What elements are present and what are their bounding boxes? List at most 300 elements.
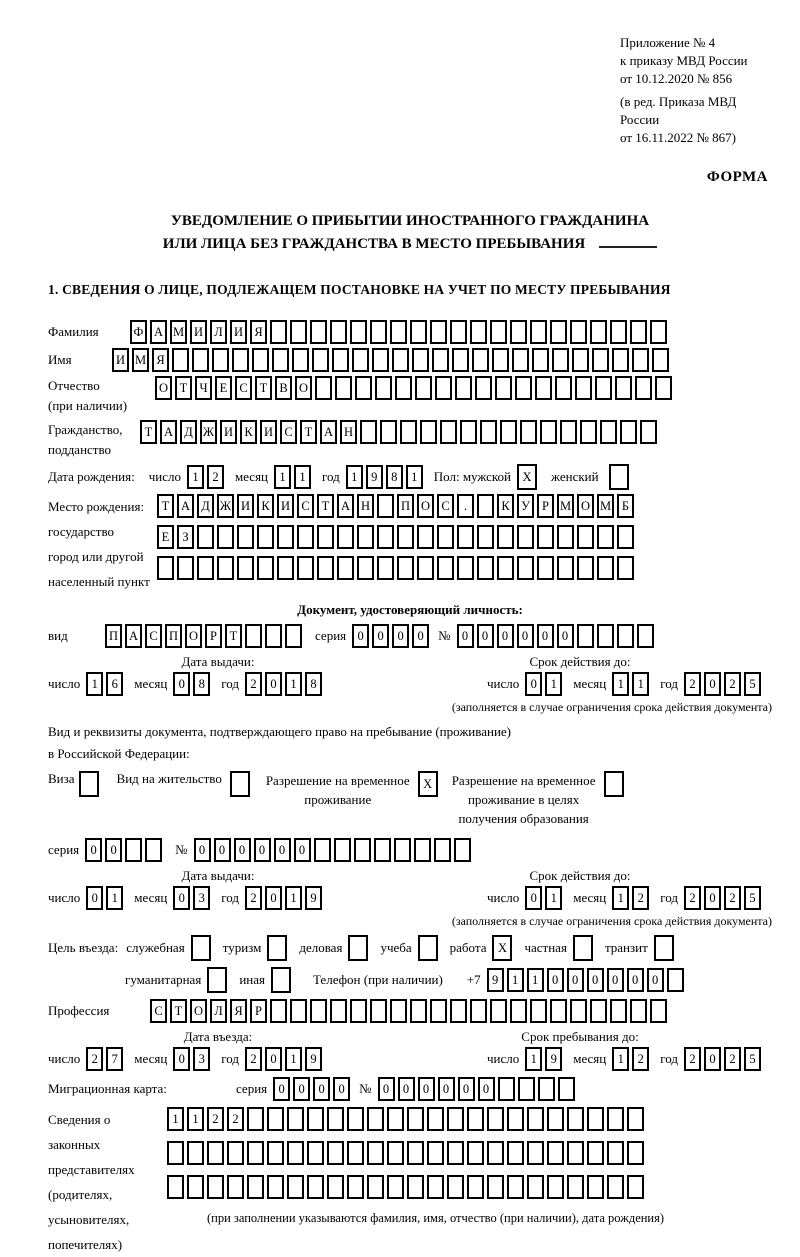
char-cell [590, 999, 607, 1023]
char-cell [414, 838, 431, 862]
char-cell [627, 1107, 644, 1131]
mc-seriya-label: серия [236, 1081, 268, 1096]
visa-checkbox [79, 771, 99, 797]
char-cell [577, 525, 594, 549]
char-cell: Т [255, 376, 272, 400]
char-cell [520, 420, 537, 444]
char-cell [609, 464, 629, 490]
purpose-opt-other-checkbox [271, 967, 291, 993]
identity-issue-date [48, 672, 333, 696]
char-cell: О [417, 494, 434, 518]
char-cell: И [277, 494, 294, 518]
doc-seriya-grid [352, 624, 432, 648]
char-cell: 0 [265, 672, 282, 696]
char-cell [500, 420, 517, 444]
char-cell [567, 1107, 584, 1131]
day-label: число [486, 1051, 520, 1066]
valid-until-label: Срок действия до: [529, 868, 631, 883]
char-cell [247, 1107, 264, 1131]
char-cell: 2 [227, 1107, 244, 1131]
char-cell [290, 999, 307, 1023]
char-cell [285, 624, 302, 648]
char-cell: 2 [684, 886, 701, 910]
month-label: месяц [134, 676, 168, 691]
char-cell [290, 320, 307, 344]
surname-row [48, 320, 772, 344]
char-cell [455, 376, 472, 400]
char-cell [245, 624, 262, 648]
char-cell [587, 1175, 604, 1199]
char-cell [315, 376, 332, 400]
char-cell: 1 [507, 968, 524, 992]
char-cell [527, 1141, 544, 1165]
char-cell [440, 420, 457, 444]
char-cell [377, 556, 394, 580]
char-cell: 1 [632, 672, 649, 696]
char-cell [612, 348, 629, 372]
char-cell [537, 556, 554, 580]
char-cell [427, 1107, 444, 1131]
char-cell [655, 376, 672, 400]
char-cell [597, 624, 614, 648]
char-cell [418, 935, 438, 961]
residence-permit-label: Вид на жительство [116, 771, 222, 786]
char-cell [590, 320, 607, 344]
char-cell: 1 [187, 1107, 204, 1131]
char-cell [374, 838, 391, 862]
char-cell [297, 556, 314, 580]
char-cell [287, 1107, 304, 1131]
char-cell: О [295, 376, 312, 400]
char-cell [447, 1141, 464, 1165]
char-cell: 1 [86, 672, 103, 696]
char-cell [575, 376, 592, 400]
char-cell: 0 [497, 624, 514, 648]
char-cell [415, 376, 432, 400]
representatives-label-line4: (родителях, [48, 1187, 113, 1202]
char-cell [507, 1107, 524, 1131]
residence-until-day [525, 886, 565, 910]
char-cell: Р [205, 624, 222, 648]
char-cell: Ф [130, 320, 147, 344]
char-cell: 2 [632, 886, 649, 910]
char-cell [450, 320, 467, 344]
char-cell: О [155, 376, 172, 400]
temp-residence-label-line2: проживание [304, 792, 372, 807]
char-cell: 2 [684, 672, 701, 696]
char-cell [467, 1107, 484, 1131]
char-cell: 9 [305, 886, 322, 910]
char-cell: 0 [704, 672, 721, 696]
char-cell [350, 320, 367, 344]
char-cell: 0 [254, 838, 271, 862]
sex-label: Пол: мужской [433, 469, 512, 484]
birth-place-grid-1 [157, 494, 637, 518]
char-cell: 1 [527, 968, 544, 992]
char-cell: 1 [406, 465, 423, 489]
char-cell [272, 348, 289, 372]
char-cell [427, 1175, 444, 1199]
purpose-opt-humanitarian-label: гуманитарная [125, 972, 202, 987]
char-cell [267, 1175, 284, 1199]
ref-line-4: (в ред. Приказа МВД России [620, 94, 737, 127]
char-cell: Л [210, 320, 227, 344]
birth-place-grid-2 [157, 525, 637, 549]
char-cell [270, 320, 287, 344]
entry-date-labels [48, 1029, 772, 1045]
char-cell: 1 [612, 1047, 629, 1071]
char-cell [450, 999, 467, 1023]
char-cell: 9 [545, 1047, 562, 1071]
char-cell: 0 [378, 1077, 395, 1101]
char-cell: 2 [724, 886, 741, 910]
char-cell [197, 525, 214, 549]
char-cell: К [257, 494, 274, 518]
char-cell: 9 [366, 465, 383, 489]
purpose-opt-study-label: учеба [380, 940, 412, 955]
char-cell [560, 420, 577, 444]
char-cell [492, 348, 509, 372]
char-cell [552, 348, 569, 372]
char-cell: 0 [525, 672, 542, 696]
char-cell: 9 [487, 968, 504, 992]
char-cell: З [177, 525, 194, 549]
char-cell [570, 999, 587, 1023]
char-cell: 0 [458, 1077, 475, 1101]
profession-grid [150, 999, 670, 1023]
char-cell [327, 1107, 344, 1131]
phone-prefix: +7 [466, 972, 481, 987]
char-cell [517, 525, 534, 549]
temp-residence-edu-line3: получения образования [458, 811, 589, 826]
char-cell [297, 525, 314, 549]
residence-doc-date-labels [48, 868, 772, 884]
year-label: год [221, 676, 240, 691]
residence-permit-checkbox [230, 771, 250, 797]
purpose-opt-transit-label: транзит [604, 940, 648, 955]
char-cell: 1 [187, 465, 204, 489]
name-row [48, 348, 772, 372]
char-cell: 0 [293, 1077, 310, 1101]
char-cell [367, 1175, 384, 1199]
char-cell [380, 420, 397, 444]
char-cell [437, 556, 454, 580]
surname-label: Фамилия [48, 324, 99, 339]
patronymic-label [48, 376, 155, 416]
char-cell [460, 420, 477, 444]
ref-line-3: от 10.12.2020 № 856 [620, 71, 733, 86]
char-cell: 5 [744, 886, 761, 910]
char-cell [237, 525, 254, 549]
profession-label: Профессия [48, 1003, 110, 1018]
birth-date-row [48, 464, 772, 490]
char-cell [527, 1175, 544, 1199]
temp-residence-edu-option [452, 771, 624, 828]
char-cell [217, 556, 234, 580]
char-cell [495, 376, 512, 400]
residence-issue-day [86, 886, 126, 910]
char-cell: М [132, 348, 149, 372]
char-cell: Р [537, 494, 554, 518]
temp-residence-label [266, 771, 410, 809]
stay-until-group [487, 1047, 772, 1071]
char-cell [367, 1141, 384, 1165]
identity-issue-month [173, 672, 213, 696]
char-cell [387, 1107, 404, 1131]
char-cell [572, 348, 589, 372]
char-cell [587, 1107, 604, 1131]
char-cell [470, 999, 487, 1023]
residence-issue-date [48, 886, 333, 910]
char-cell [357, 556, 374, 580]
purpose-opt-tourism-label: туризм [222, 940, 262, 955]
birth-place-label-line4: населенный пункт [48, 574, 150, 589]
char-cell: А [320, 420, 337, 444]
char-cell [357, 525, 374, 549]
char-cell: . [457, 494, 474, 518]
day-label: число [486, 676, 520, 691]
char-cell [607, 1175, 624, 1199]
char-cell: Т [317, 494, 334, 518]
form-title-line1: УВЕДОМЛЕНИЕ О ПРИБЫТИИ ИНОСТРАННОГО ГРАЖДАНИНА [170, 213, 650, 229]
name-label: Имя [48, 352, 72, 367]
representatives-label-line2: законных [48, 1137, 101, 1152]
char-cell [650, 320, 667, 344]
char-cell [607, 1107, 624, 1131]
char-cell [435, 376, 452, 400]
char-cell [467, 1175, 484, 1199]
char-cell [510, 999, 527, 1023]
char-cell [480, 420, 497, 444]
char-cell [417, 525, 434, 549]
char-cell: 0 [86, 886, 103, 910]
char-cell [547, 1107, 564, 1131]
char-cell [434, 838, 451, 862]
purpose-opt-humanitarian-checkbox [207, 967, 227, 993]
char-cell [487, 1141, 504, 1165]
char-cell: С [150, 999, 167, 1023]
doc-seriya-label: серия [315, 628, 347, 643]
birth-date-label: Дата рождения: [48, 469, 135, 484]
char-cell [447, 1175, 464, 1199]
char-cell [330, 320, 347, 344]
citizenship-label-line1: Гражданство, [48, 422, 123, 437]
char-cell [627, 1175, 644, 1199]
char-cell: Т [300, 420, 317, 444]
char-cell: 1 [545, 886, 562, 910]
char-cell: Ж [200, 420, 217, 444]
char-cell: Т [225, 624, 242, 648]
char-cell: 1 [167, 1107, 184, 1131]
char-cell [334, 838, 351, 862]
char-cell: А [150, 320, 167, 344]
char-cell: 0 [173, 1047, 190, 1071]
char-cell [637, 624, 654, 648]
purpose-opt-commercial-label: деловая [299, 940, 343, 955]
representatives-grid-3 [167, 1175, 664, 1199]
char-cell: С [235, 376, 252, 400]
char-cell [337, 556, 354, 580]
char-cell: 0 [587, 968, 604, 992]
char-cell: П [165, 624, 182, 648]
birth-place-grids [157, 494, 637, 580]
char-cell [390, 999, 407, 1023]
char-cell: 0 [173, 672, 190, 696]
char-cell [454, 838, 471, 862]
entry-date-label: Дата въезда: [183, 1029, 253, 1044]
char-cell [570, 320, 587, 344]
char-cell: И [260, 420, 277, 444]
char-cell [630, 320, 647, 344]
surname-grid [130, 320, 670, 344]
char-cell: 2 [207, 465, 224, 489]
char-cell [607, 1141, 624, 1165]
char-cell: Я [230, 999, 247, 1023]
reference-block [620, 34, 772, 147]
char-cell: О [190, 999, 207, 1023]
char-cell [267, 1141, 284, 1165]
char-cell: 0 [478, 1077, 495, 1101]
representatives-label-line5: усыновителях, [48, 1212, 130, 1227]
char-cell [510, 320, 527, 344]
migration-card-label: Миграционная карта: [48, 1081, 167, 1096]
char-cell [558, 1077, 575, 1101]
char-cell [227, 1141, 244, 1165]
residence-doc-types-row [48, 771, 772, 828]
purpose-row [48, 935, 772, 961]
char-cell: А [177, 494, 194, 518]
char-cell [652, 348, 669, 372]
purpose-opt-tourism-checkbox [267, 935, 287, 961]
char-cell: 2 [245, 886, 262, 910]
char-cell [498, 1077, 515, 1101]
char-cell [392, 348, 409, 372]
representatives-label-line1: Сведения о [48, 1112, 111, 1127]
char-cell: Л [210, 999, 227, 1023]
char-cell [667, 968, 684, 992]
char-cell: 6 [106, 672, 123, 696]
char-cell [332, 348, 349, 372]
char-cell: 1 [294, 465, 311, 489]
char-cell [610, 320, 627, 344]
char-cell: 0 [477, 624, 494, 648]
char-cell: Е [157, 525, 174, 549]
char-cell: М [557, 494, 574, 518]
doc-nomer-grid [457, 624, 657, 648]
char-cell: 1 [525, 1047, 542, 1071]
char-cell: 3 [193, 1047, 210, 1071]
char-cell [172, 348, 189, 372]
char-cell [237, 556, 254, 580]
char-cell [252, 348, 269, 372]
char-cell: 0 [173, 886, 190, 910]
char-cell [307, 1107, 324, 1131]
char-cell [417, 556, 434, 580]
char-cell [507, 1175, 524, 1199]
identity-issue-year [245, 672, 325, 696]
char-cell: С [280, 420, 297, 444]
patronymic-label-line2: (при наличии) [48, 398, 128, 413]
char-cell: 0 [274, 838, 291, 862]
char-cell [604, 771, 624, 797]
char-cell [497, 525, 514, 549]
char-cell: 0 [352, 624, 369, 648]
char-cell: 0 [547, 968, 564, 992]
char-cell [475, 376, 492, 400]
char-cell [477, 525, 494, 549]
char-cell [592, 348, 609, 372]
residence-until-month [612, 886, 652, 910]
purpose-opt-business-checkbox [191, 935, 211, 961]
month-label: месяц [573, 1051, 607, 1066]
char-cell: 7 [106, 1047, 123, 1071]
residence-until-year [684, 886, 764, 910]
identity-issue-day [86, 672, 126, 696]
char-cell [573, 935, 593, 961]
char-cell [477, 494, 494, 518]
char-cell: 0 [294, 838, 311, 862]
char-cell: Д [197, 494, 214, 518]
char-cell: Б [617, 494, 634, 518]
char-cell [277, 525, 294, 549]
char-cell [360, 420, 377, 444]
char-cell [490, 999, 507, 1023]
doc-nomer-label: № [438, 628, 451, 643]
identity-doc-row [48, 624, 772, 648]
male-checkbox [517, 464, 537, 490]
migration-card-row [48, 1077, 772, 1101]
identity-until-month [612, 672, 652, 696]
char-cell: 2 [207, 1107, 224, 1131]
char-cell: 0 [607, 968, 624, 992]
year-label: год [221, 1051, 240, 1066]
char-cell: 2 [245, 1047, 262, 1071]
purpose-opt-work-checkbox [492, 935, 512, 961]
char-cell [557, 556, 574, 580]
entry-dates-row [48, 1047, 772, 1071]
representatives-label-line6: попечителях) [48, 1237, 123, 1252]
char-cell: X [517, 464, 537, 490]
temp-residence-edu-line1: Разрешение на временное [451, 773, 596, 788]
char-cell [191, 935, 211, 961]
char-cell [640, 420, 657, 444]
birth-month-grid [274, 465, 314, 489]
char-cell [497, 556, 514, 580]
char-cell: М [597, 494, 614, 518]
char-cell: 1 [274, 465, 291, 489]
char-cell [535, 376, 552, 400]
purpose-opt-other-label: иная [239, 972, 265, 987]
char-cell: И [112, 348, 129, 372]
doc-kind-label: вид [48, 628, 68, 643]
char-cell [635, 376, 652, 400]
stay-until-label: Срок пребывания до: [521, 1029, 639, 1044]
char-cell [397, 556, 414, 580]
char-cell: 0 [418, 1077, 435, 1101]
char-cell [597, 525, 614, 549]
female-label: женский [551, 469, 599, 484]
day-label: число [48, 890, 81, 905]
char-cell [567, 1141, 584, 1165]
char-cell [192, 348, 209, 372]
char-cell [447, 1107, 464, 1131]
mc-seriya-grid [273, 1077, 353, 1101]
char-cell: 0 [265, 1047, 282, 1071]
char-cell: 0 [214, 838, 231, 862]
visa-label: Виза [48, 771, 75, 786]
day-label: число [48, 1051, 81, 1066]
birth-date-group [149, 465, 434, 489]
